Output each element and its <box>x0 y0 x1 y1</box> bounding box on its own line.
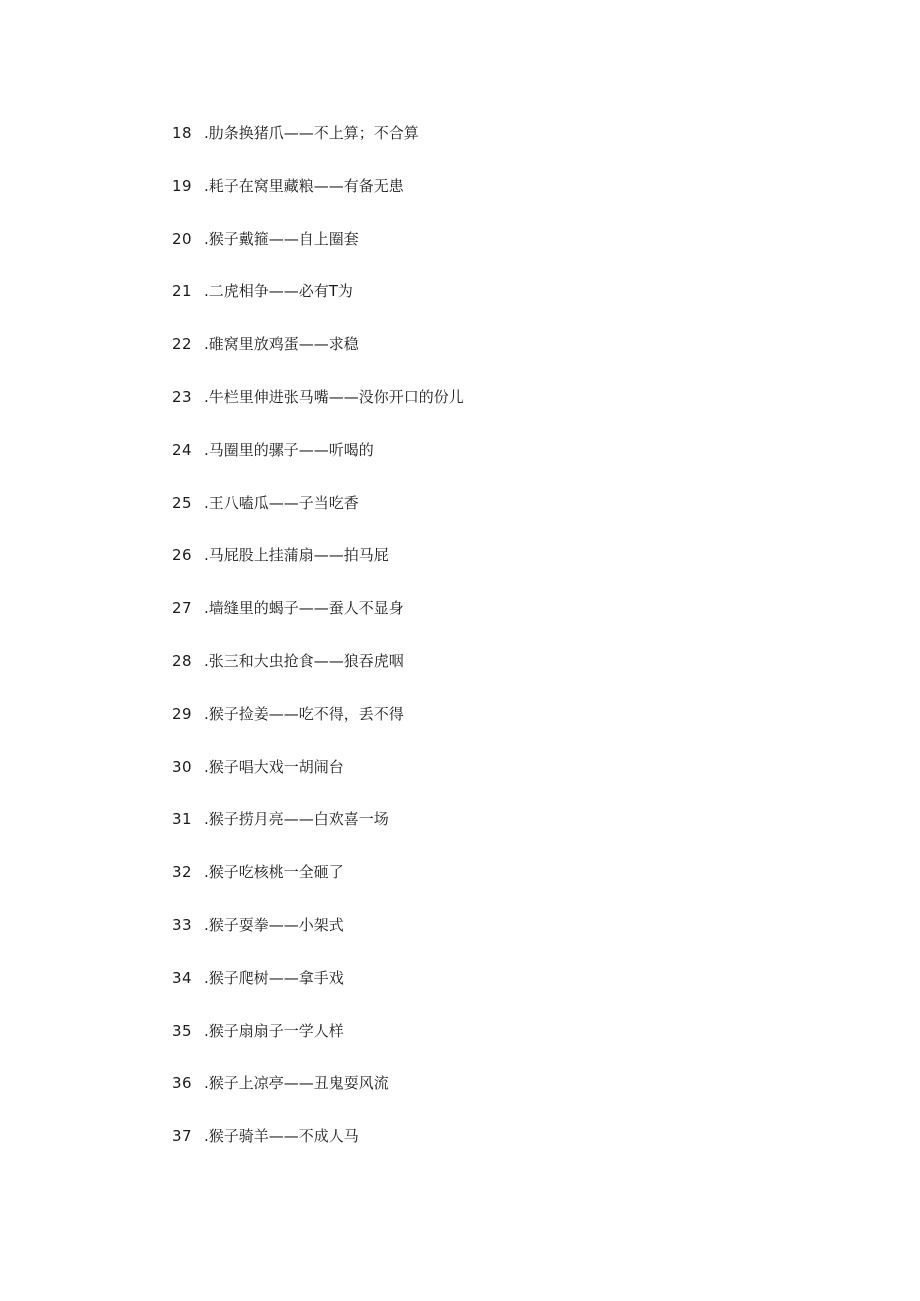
item-number: 35 <box>172 1021 193 1040</box>
item-number: 31 <box>172 810 193 829</box>
list-item <box>172 701 464 754</box>
list-item <box>172 1123 464 1176</box>
list-item <box>172 1070 464 1123</box>
list-item <box>172 384 464 437</box>
item-number: 34 <box>172 968 193 987</box>
list-item <box>172 595 464 648</box>
list-item <box>172 278 464 331</box>
item-number: 33 <box>172 915 193 934</box>
item-number: 26 <box>172 546 193 565</box>
item-number: 28 <box>172 651 193 670</box>
list-item <box>172 331 464 384</box>
item-text: .猴子耍拳——小架式 <box>204 915 344 934</box>
item-number: 29 <box>172 704 193 723</box>
item-text: .猴子上凉亭——丑鬼耍风流 <box>204 1074 389 1093</box>
item-number: 18 <box>172 124 193 142</box>
item-text: .二虎相争——必有T为 <box>204 282 353 301</box>
item-text: .张三和大虫抢食——狼吞虎咽 <box>204 651 404 670</box>
item-text: .马屁股上挂蒲扇——拍马屁 <box>204 546 389 565</box>
item-number: 19 <box>172 176 193 195</box>
item-text: .马圈里的骡子——听喝的 <box>204 440 374 459</box>
item-text: .碓窝里放鸡蛋——求稳 <box>204 335 359 354</box>
item-number: 30 <box>172 757 193 776</box>
list-item <box>172 490 464 543</box>
item-text: .猴子捡姜——吃不得，丢不得 <box>204 704 404 723</box>
list-item <box>172 173 464 226</box>
list-item <box>172 859 464 912</box>
item-number: 32 <box>172 863 193 882</box>
item-number: 21 <box>172 282 193 301</box>
list-item <box>172 542 464 595</box>
item-number: 25 <box>172 493 193 512</box>
list-item <box>172 912 464 965</box>
proverb-list <box>172 120 464 1176</box>
list-item <box>172 965 464 1018</box>
item-text: .猴子骑羊——不成人马 <box>204 1127 359 1146</box>
list-item <box>172 120 464 173</box>
list-item <box>172 754 464 807</box>
list-item <box>172 437 464 490</box>
item-text: .牛栏里伸进张马嘴——没你开口的份儿 <box>204 387 464 406</box>
item-number: 20 <box>172 229 193 248</box>
list-item <box>172 806 464 859</box>
item-number: 24 <box>172 440 193 459</box>
list-item <box>172 226 464 279</box>
list-item <box>172 648 464 701</box>
item-text: .肋条换猪爪——不上算；不合算 <box>204 124 419 142</box>
item-number: 36 <box>172 1074 193 1093</box>
item-text: .猴子戴箍——自上圈套 <box>204 229 359 248</box>
list-item <box>172 1018 464 1071</box>
item-number: 22 <box>172 335 193 354</box>
item-number: 37 <box>172 1127 193 1146</box>
item-text: .猴子吃核桃一全砸了 <box>204 863 344 882</box>
item-text: .猴子唱大戏一胡闹台 <box>204 757 344 776</box>
item-number: 23 <box>172 387 193 406</box>
item-text: .猴子扇扇子一学人样 <box>204 1021 344 1040</box>
item-text: .墙缝里的蝎子——蚕人不显身 <box>204 599 404 618</box>
item-text: .王八嗑瓜——子当吃香 <box>204 493 359 512</box>
item-text: .猴子捞月亮——白欢喜一场 <box>204 810 389 829</box>
item-text: .耗子在窝里藏粮——有备无患 <box>204 176 404 195</box>
item-text: .猴子爬树——拿手戏 <box>204 968 344 987</box>
item-number: 27 <box>172 599 193 618</box>
